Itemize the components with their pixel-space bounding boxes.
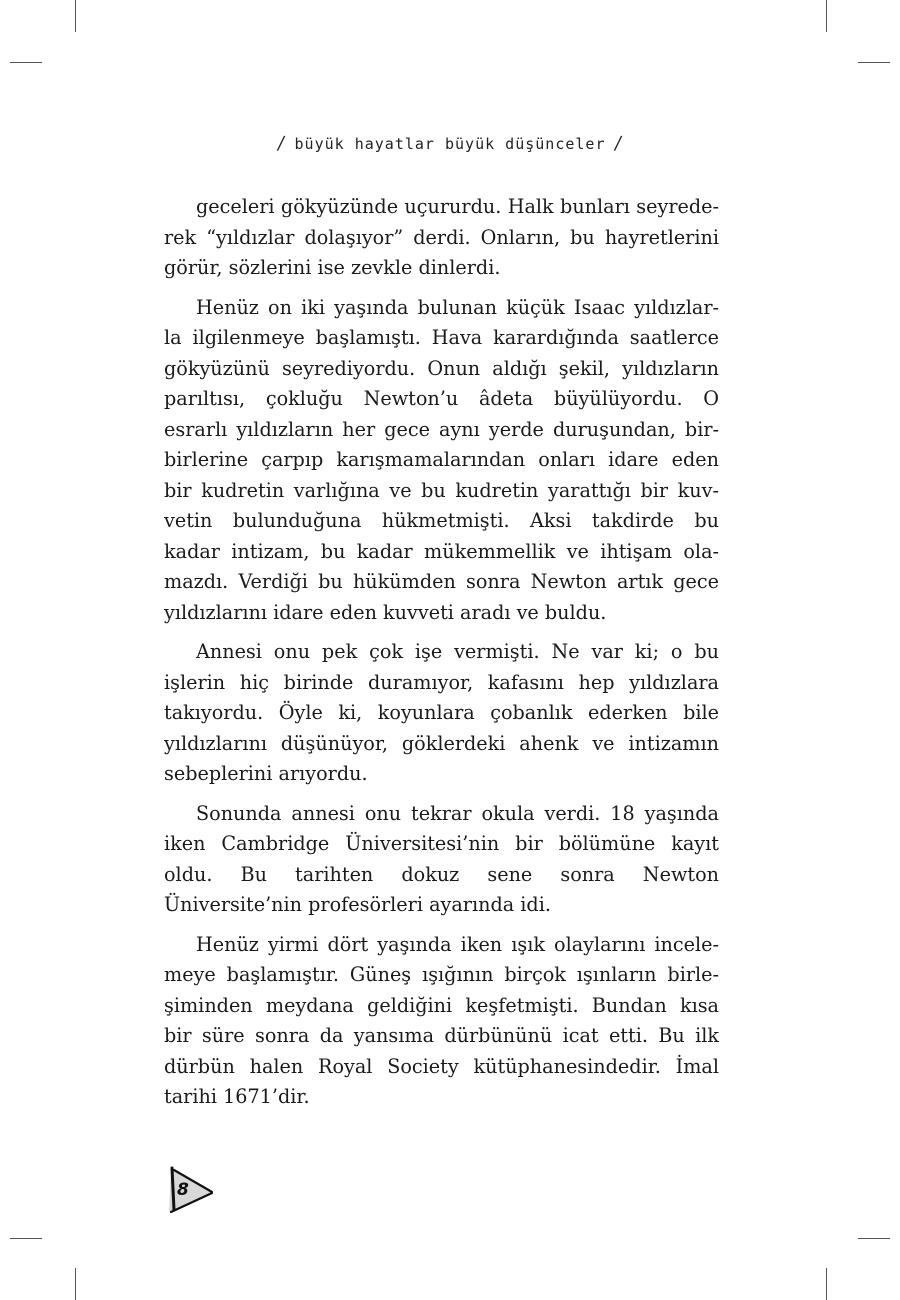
text-line: meye başlamıştır. Güneş ışığının birçok ışınların birle- [164,963,719,986]
crop-mark [858,1238,890,1239]
text-line: vetin bulunduğuna hükmetmişti. Aksi takdirde bu [164,509,719,532]
crop-mark [826,1268,827,1300]
text-line: mazdı. Verdiği bu hükümden sonra Newton artık gece [164,570,719,593]
text-line: Üniversite’nin profesörleri ayarında idi. [164,893,551,916]
running-head [0,133,900,154]
running-head-title: büyük hayatlar büyük düşünceler [294,135,606,153]
text-line: yıldızlarını idare eden kuvveti aradı ve buldu. [164,600,607,624]
text-line: oldu. Bu tarihten dokuz sene sonra Newton [164,862,719,886]
page-number-badge [165,1166,225,1216]
text-line: iken Cambridge Üniversitesi’nin bir bölümüne kayıt [164,832,719,855]
text-line: gökyüzünü seyrediyordu. Onun aldığı şekil, yıldızların [164,356,719,380]
text-line: geceleri gökyüzünde uçururdu. Halk bunları seyrede- [196,195,719,218]
text-line: rek “yıldızlar dolaşıyor” derdi. Onların, bu hayretlerini [164,225,719,249]
page-number: 8 [177,1180,189,1200]
text-line: görür, sözlerini ise zevkle dinlerdi. [164,256,501,279]
text-line: takıyordu. Öyle ki, koyunlara çobanlık ederken bile [164,701,719,724]
body-text [164,192,719,1122]
running-head-right-mark: / [613,133,624,154]
text-line: Henüz yirmi dört yaşında iken ışık olaylarını incele- [196,932,719,956]
paragraph [164,799,719,921]
paragraph [164,930,719,1113]
text-line: kadar intizam, bu kadar mükemmellik ve ihtişam ola- [164,539,719,563]
paragraph [164,293,719,629]
crop-mark [826,0,827,32]
text-line: esrarlı yıldızların her gece aynı yerde duruşundan, bir- [164,417,719,441]
crop-mark [75,0,76,32]
text-line: birlerine çarpıp karışmamalarından onları idare eden [164,448,719,471]
text-line: tarihi 1671’dir. [164,1085,310,1108]
text-line: işlerin hiç birinde duramıyor, kafasını hep yıldızlara [164,670,719,694]
text-line: bir kudretin varlığına ve bu kudretin yarattığı bir kuv- [164,478,719,502]
text-line: dürbün halen Royal Society kütüphanesindedir. İmal [164,1054,719,1078]
text-line: sebeplerini arıyordu. [164,762,368,785]
paragraph [164,192,719,284]
crop-mark [858,62,890,63]
triangle-arrow-icon [165,1166,225,1216]
text-line: parıltısı, çokluğu Newton’u âdeta büyülüyordu. O [164,387,719,410]
text-line: Henüz on iki yaşında bulunan küçük Isaac yıldızlar- [196,295,719,319]
text-line: Annesi onu pek çok işe vermişti. Ne var ki; o bu [196,640,719,663]
text-line: Sonunda annesi onu tekrar okula verdi. 18 yaşında [196,801,719,825]
crop-mark [10,1238,42,1239]
text-line: yıldızlarını düşünüyor, göklerdeki ahenk ve intizamın [164,731,719,755]
text-line: şiminden meydana geldiğini keşfetmişti. Bundan kısa [164,993,719,1017]
crop-mark [75,1268,76,1300]
text-line: bir süre sonra da yansıma dürbününü icat etti. Bu ilk [164,1024,719,1047]
crop-mark [10,62,42,63]
running-head-left-mark: / [276,133,287,154]
paragraph [164,637,719,790]
text-line: la ilgilenmeye başlamıştı. Hava karardığında saatlerce [164,326,719,349]
